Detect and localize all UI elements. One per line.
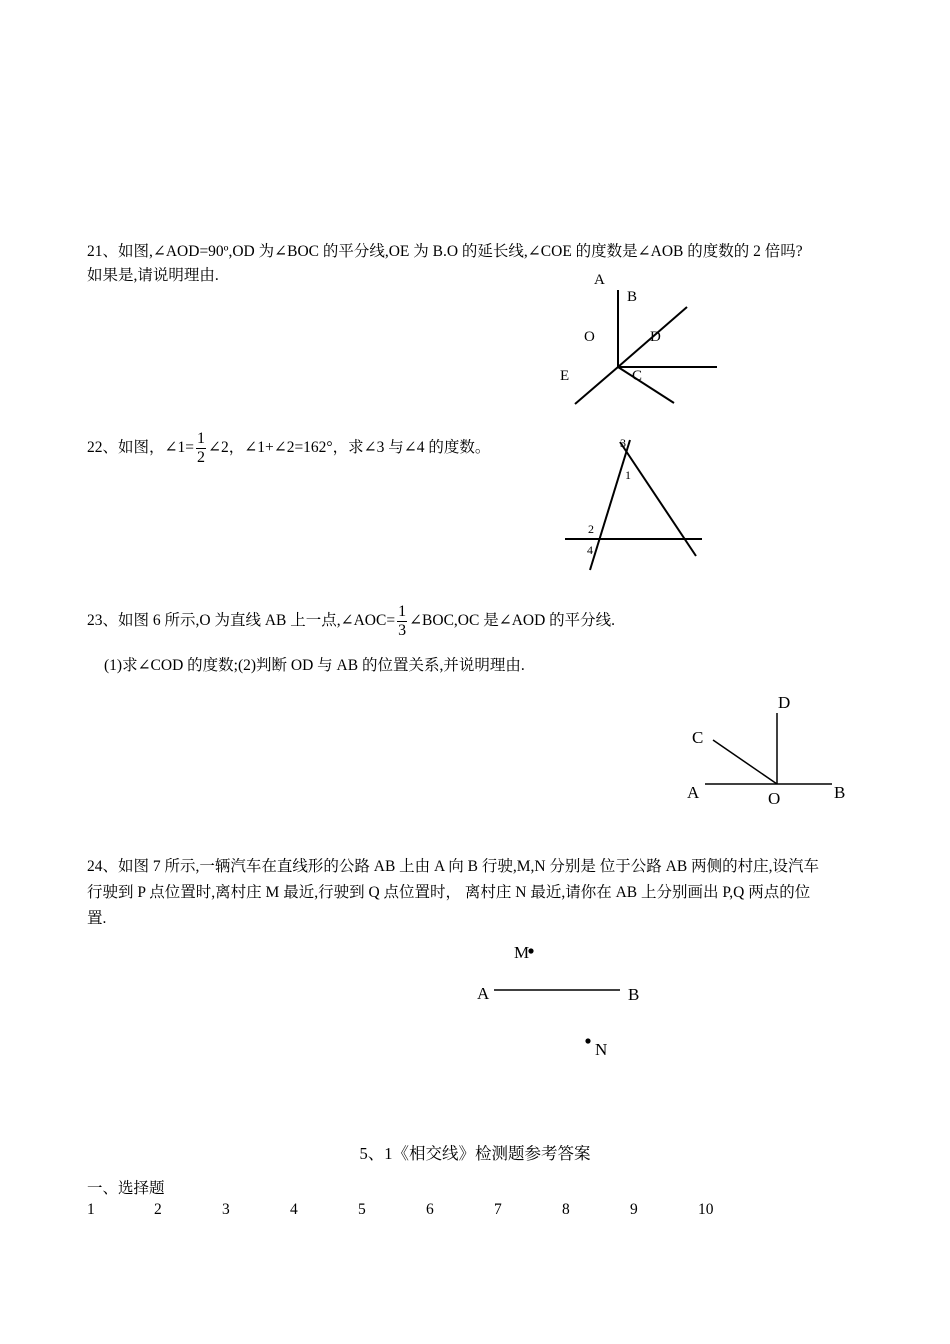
label-B: B (628, 985, 640, 1004)
village-N-dot (585, 1038, 590, 1043)
label-M: M (514, 943, 530, 962)
answer-number-1: 1 (87, 1201, 95, 1218)
q21-text-line2: 如果是,请说明理由. (87, 267, 219, 284)
label-B: B (834, 783, 846, 802)
q24-text-line1: 24、如图 7 所示,一辆汽车在直线形的公路 AB 上由 A 向 B 行驶,M,N 分别是 位于公路 AB 两侧的村庄,设汽车 (87, 858, 819, 875)
angle-label-1: 1 (625, 468, 631, 482)
answer-number-3: 3 (222, 1201, 230, 1218)
label-N: N (595, 1040, 608, 1059)
q23-text-line2: (1)求∠COD 的度数;(2)判断 OD 与 AB 的位置关系,并说明理由. (104, 657, 525, 674)
label-D: D (650, 329, 661, 345)
q22-frac-num: 1 (196, 430, 205, 447)
q22-text-before: 22、如图，∠1= (87, 439, 194, 457)
section-heading-choice: 一、选择题 (87, 1180, 165, 1197)
answer-number-5: 5 (358, 1201, 366, 1218)
answer-number-6: 6 (426, 1201, 434, 1218)
q23-frac-num: 1 (398, 603, 407, 620)
label-D: D (778, 693, 791, 712)
q23-frac-den: 3 (398, 622, 407, 639)
answer-number-2: 2 (154, 1201, 162, 1218)
q21-text-line1: 21、如图,∠AOD=90º,OD 为∠BOC 的平分线,OE 为 B.O 的延长线,∠COE 的度数是∠AOB 的度数的 2 倍吗? (87, 243, 803, 260)
q22-frac-den: 2 (196, 449, 205, 466)
label-A: A (477, 984, 490, 1003)
angle-label-3: 3 (620, 436, 626, 450)
answer-number-4: 4 (290, 1201, 298, 1218)
answer-number-8: 8 (562, 1201, 570, 1218)
label-B: B (627, 289, 638, 305)
q24-text-line3: 置. (87, 910, 107, 927)
village-M-dot (528, 948, 533, 953)
label-O: O (584, 329, 595, 345)
q23-text-after: ∠BOC,OC 是∠AOD 的平分线. (409, 612, 616, 630)
angle-label-4: 4 (587, 543, 593, 557)
angle-label-2: 2 (588, 522, 594, 536)
label-A: A (594, 272, 605, 288)
answers-title: 5、1《相交线》检测题参考答案 (359, 1144, 591, 1163)
q23-text-before: 23、如图 6 所示,O 为直线 AB 上一点,∠AOC= (87, 612, 396, 630)
q22-text-after: ∠2，∠1+∠2=162°，求∠3 与∠4 的度数。 (207, 439, 491, 457)
label-C: C (632, 368, 643, 384)
label-C: C (692, 728, 704, 747)
label-O: O (768, 789, 781, 808)
label-A: A (687, 783, 700, 802)
q24-text-line2: 行驶到 P 点位置时,离村庄 M 最近,行驶到 Q 点位置时， 离村庄 N 最近,请你在 AB 上分别画出 P,Q 两点的位 (87, 884, 811, 901)
answer-number-7: 7 (494, 1201, 502, 1218)
label-E: E (560, 368, 570, 384)
answer-number-10: 10 (698, 1201, 714, 1218)
answer-number-9: 9 (630, 1201, 638, 1218)
